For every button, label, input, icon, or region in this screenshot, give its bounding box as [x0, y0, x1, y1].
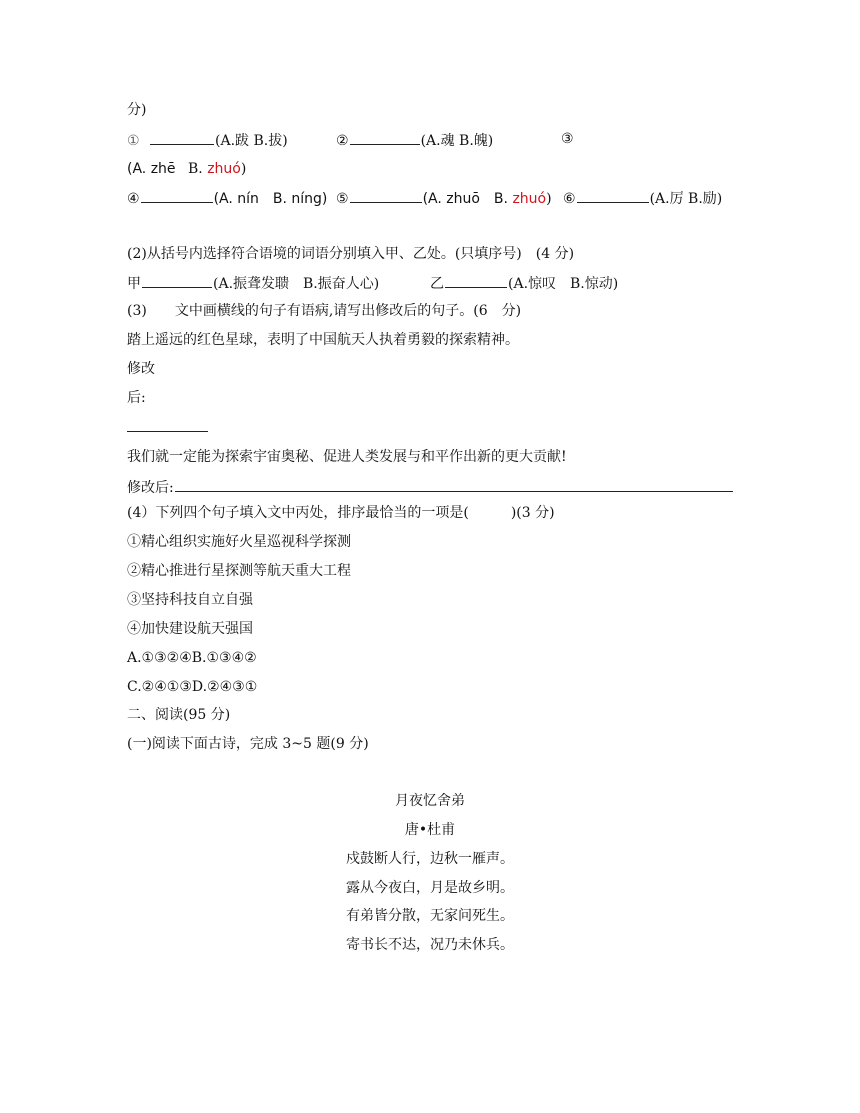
- poem-line: 寄书长不达，况乃未休兵。: [346, 937, 514, 953]
- jia-blank[interactable]: [142, 273, 212, 288]
- yi-blank[interactable]: [445, 273, 507, 288]
- yi-options: (A.惊叹 B.惊动): [508, 276, 619, 292]
- answer-blank-5[interactable]: [350, 188, 422, 203]
- q1-item-2: [336, 130, 493, 150]
- jia-label: 甲: [127, 276, 141, 292]
- q1-item-5: [336, 188, 552, 208]
- option-close: ): [546, 191, 552, 207]
- revision-answer-line-1[interactable]: [127, 431, 208, 432]
- poem-line: 有弟皆分散，无家问死生。: [346, 908, 514, 924]
- q4-options-ab: A.①③②④B.①③④②: [127, 650, 257, 666]
- revise-label-a: 修改: [127, 361, 155, 377]
- section-subheading: (一)阅读下面古诗，完成 3~5 题(9 分): [127, 736, 369, 752]
- q3-prompt: (3) 文中画横线的句子有语病,请写出修改后的句子。(6 分): [127, 303, 522, 319]
- q4-options-cd: C.②④①③D.②④③①: [127, 679, 258, 695]
- q1-item-3-number: ③: [561, 131, 574, 147]
- q4-sentence-1: ①精心组织实施好火星巡视科学探测: [127, 534, 351, 550]
- item-number: ②: [336, 133, 349, 149]
- q2-yi: [430, 273, 618, 293]
- answer-blank-6[interactable]: [577, 188, 649, 203]
- q2-prompt: (2)从括号内选择符合语境的词语分别填入甲、乙处。(只填序号) (4 分): [127, 246, 575, 262]
- item-options: (A. zhuō B.: [422, 191, 508, 207]
- item-number: ⑥: [563, 191, 576, 207]
- poem-title: 月夜忆舍弟: [395, 793, 465, 809]
- q1-item-3-options: [127, 160, 246, 178]
- option-a: (A. zhē: [127, 161, 176, 177]
- q3-sentence-2: 我们就一定能为探索宇宙奥秘、促进人类发展与和平作出新的更大贡献!: [127, 449, 567, 465]
- poem-line: 露从今夜白，月是故乡明。: [346, 880, 514, 896]
- q1-item-4: [127, 188, 327, 208]
- q2-jia: [127, 273, 379, 293]
- section-heading: 二、阅读(95 分): [127, 707, 231, 723]
- option-close: ): [240, 161, 247, 177]
- option-b-pinyin: zhuó: [207, 161, 241, 177]
- option-b-prefix: B.: [187, 161, 203, 177]
- item-number: ④: [127, 191, 140, 207]
- q1-item-1: [127, 130, 288, 150]
- item-options: (A. nín B. níng): [213, 191, 328, 207]
- item-number: ①: [127, 133, 140, 149]
- q1-item-6: [563, 188, 722, 208]
- item-options: (A.跋 B.拔): [215, 133, 288, 149]
- option-b-pinyin: zhuó: [512, 191, 547, 207]
- item-number: ⑤: [336, 191, 349, 207]
- q4-sentence-4: ④加快建设航天强国: [127, 621, 253, 637]
- yi-label: 乙: [430, 276, 444, 292]
- q3-sentence-1: 踏上遥远的红色星球，表明了中国航天人执着勇毅的探索精神。: [127, 332, 519, 348]
- item-options: (A.厉 B.励): [649, 191, 723, 207]
- revision-2: [127, 477, 734, 497]
- jia-options: (A.振聋发聩 B.振奋人心): [213, 276, 380, 292]
- poem-author: 唐•杜甫: [404, 822, 456, 838]
- q4-sentence-3: ③坚持科技自立自强: [127, 592, 253, 608]
- q4-sentence-2: ②精心推进行星探测等航天重大工程: [127, 563, 351, 579]
- q4-prompt: (4）下列四个句子填入文中丙处，排序最恰当的一项是( )(3 分): [127, 505, 555, 521]
- answer-blank-4[interactable]: [141, 188, 213, 203]
- answer-blank-2[interactable]: [350, 130, 420, 145]
- revise-label-b: 后:: [127, 390, 146, 406]
- revise-label-full: 修改后:: [127, 480, 174, 496]
- item-options: (A.魂 B.魄): [420, 133, 494, 149]
- revision-answer-line-2[interactable]: [175, 477, 733, 492]
- q1-continuation: 分): [127, 102, 147, 118]
- answer-blank-1[interactable]: [150, 130, 214, 145]
- poem-line: 戍鼓断人行，边秋一雁声。: [346, 851, 514, 867]
